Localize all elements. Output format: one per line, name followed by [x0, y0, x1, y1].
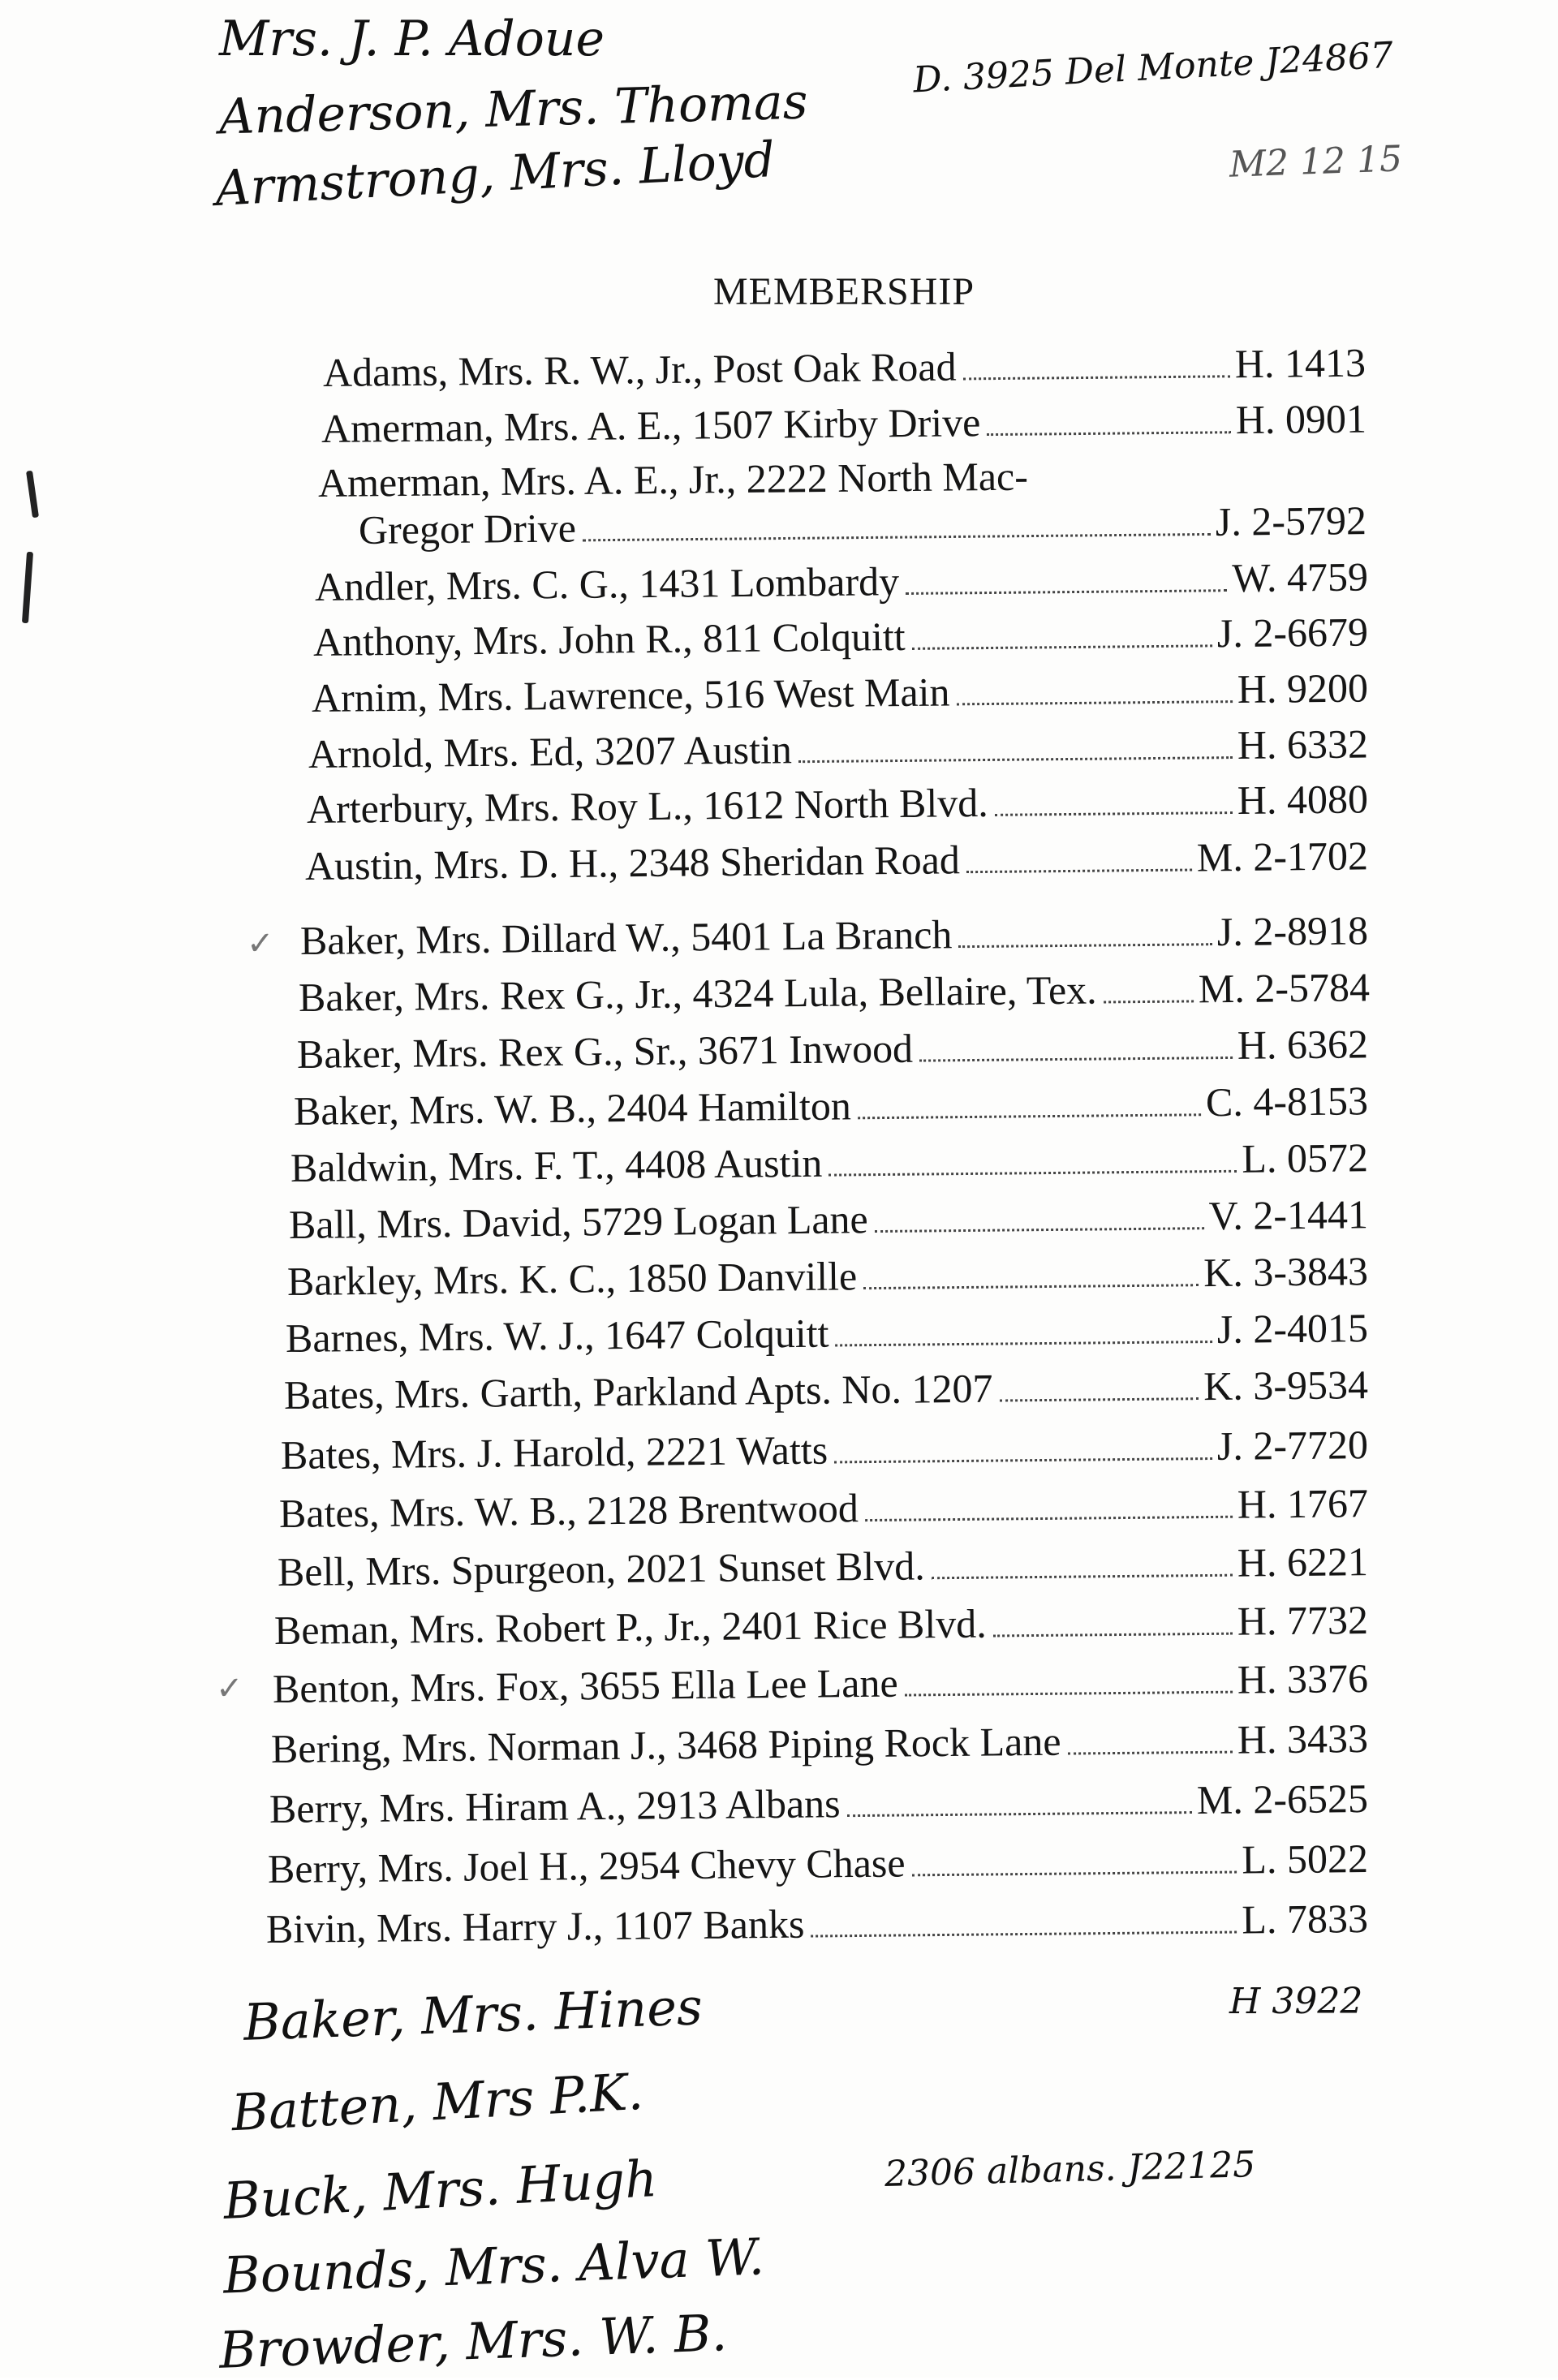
dot-leader: [905, 1691, 1233, 1697]
list-item: [287, 1246, 1369, 1306]
member-phone: H. 7732: [1237, 1597, 1369, 1644]
member-entry: Ball, Mrs. David, 5729 Logan Lane: [288, 1196, 868, 1247]
dot-leader: [863, 1284, 1199, 1289]
member-entry: Anthony, Mrs. John R., 811 Colquitt: [312, 613, 906, 665]
list-item: [291, 1132, 1369, 1193]
member-phone: C. 4-8153: [1205, 1078, 1369, 1125]
list-item: [297, 1018, 1369, 1079]
dot-leader: [919, 1057, 1233, 1062]
list-item: [286, 1302, 1369, 1363]
member-phone: H. 3376: [1237, 1655, 1369, 1702]
list-item: [307, 773, 1369, 834]
dot-leader: [932, 1574, 1233, 1580]
member-entry: Baker, Mrs. Rex G., Sr., 3671 Inwood: [296, 1025, 914, 1077]
dot-leader: [798, 756, 1233, 763]
list-item: [273, 1653, 1369, 1714]
member-phone: J. 2-4015: [1216, 1305, 1369, 1352]
handwritten-note-anderson: Anderson, Mrs. Thomas: [218, 73, 809, 146]
list-item: [313, 607, 1369, 667]
list-item: [312, 663, 1369, 723]
member-phone: J. 2-7720: [1216, 1422, 1369, 1469]
handwritten-note-armstrong-number: M2 12 15: [1229, 138, 1403, 186]
handwritten-note-adoue: Mrs. J. P. Adoue: [219, 11, 605, 67]
member-entry: Bell, Mrs. Spurgeon, 2021 Sunset Blvd.: [277, 1543, 925, 1595]
margin-pen-mark: [26, 471, 39, 519]
list-item: [294, 1075, 1369, 1136]
handwritten-note-baker-phone: H 3922: [1229, 1981, 1363, 2022]
dot-leader: [957, 700, 1233, 705]
dot-leader: [865, 1516, 1233, 1521]
list-item: [269, 1773, 1369, 1834]
member-entry: Bates, Mrs. J. Harold, 2221 Watts: [280, 1427, 828, 1478]
dot-leader: [1068, 1751, 1233, 1755]
handwritten-note-buck-address: 2306 albans. J22125: [884, 2144, 1256, 2195]
member-phone: M. 2-6525: [1196, 1775, 1369, 1823]
dot-leader: [963, 375, 1230, 380]
dot-leader: [1104, 1000, 1194, 1003]
check-mark-icon: ✓: [247, 925, 274, 962]
member-phone: M. 2-1702: [1196, 833, 1369, 880]
list-item: [284, 1359, 1369, 1420]
member-entry: Bates, Mrs. Garth, Parkland Apts. No. 1207: [283, 1365, 993, 1418]
list-item: [268, 1833, 1369, 1894]
member-entry: Gregor Drive: [358, 505, 577, 553]
handwritten-note-baker: Baker, Mrs. Hines: [242, 1977, 704, 2052]
member-entry: Beman, Mrs. Robert P., Jr., 2401 Rice Blvd.: [273, 1600, 987, 1653]
dot-leader: [912, 644, 1212, 650]
margin-pen-mark: [22, 552, 33, 623]
member-entry: Amerman, Mrs. A. E., Jr., 2222 North Mac-: [317, 453, 1029, 506]
member-entry: Barnes, Mrs. W. J., 1647 Colquitt: [285, 1310, 829, 1361]
member-entry: Adams, Mrs. R. W., Jr., Post Oak Road: [322, 343, 957, 395]
member-phone: V. 2-1441: [1208, 1191, 1369, 1239]
check-mark-icon: ✓: [216, 1670, 243, 1707]
member-phone: K. 3-9534: [1203, 1362, 1369, 1409]
member-entry: Arterbury, Mrs. Roy L., 1612 North Blvd.: [306, 779, 988, 832]
member-phone: L. 5022: [1242, 1835, 1369, 1883]
list-item: [279, 1478, 1369, 1539]
member-entry: Baldwin, Mrs. F. T., 4408 Austin: [290, 1139, 823, 1190]
list-item: [300, 905, 1369, 966]
member-entry: Bering, Mrs. Norman J., 3468 Piping Rock Lane: [270, 1718, 1061, 1771]
member-phone: L. 0572: [1242, 1134, 1369, 1181]
list-item: [308, 718, 1369, 779]
member-entry: Berry, Mrs. Joel H., 2954 Chevy Chase: [267, 1840, 906, 1892]
list-item: [289, 1189, 1369, 1250]
dot-leader: [906, 589, 1227, 595]
member-phone: M. 2-5784: [1198, 964, 1371, 1012]
list-item: [274, 1595, 1369, 1655]
member-phone: H. 9200: [1237, 665, 1369, 712]
member-entry: Arnold, Mrs. Ed, 3207 Austin: [308, 726, 793, 777]
handwritten-note-anderson-address: D. 3925 Del Monte J24867: [912, 34, 1395, 101]
page-title: MEMBERSHIP: [712, 270, 975, 313]
list-item: [305, 830, 1369, 891]
member-entry: Amerman, Mrs. A. E., 1507 Kirby Drive: [321, 399, 981, 451]
dot-leader: [583, 533, 1211, 541]
member-phone: L. 7833: [1242, 1895, 1369, 1943]
dot-leader: [993, 1633, 1233, 1638]
member-entry: Baker, Mrs. W. B., 2404 Hamilton: [293, 1082, 852, 1134]
handwritten-note-armstrong: Armstrong, Mrs. Lloyd: [213, 131, 777, 218]
handwritten-note-buck: Buck, Mrs. Hugh: [222, 2149, 659, 2231]
dot-leader: [811, 1931, 1237, 1938]
list-item: [299, 962, 1371, 1022]
member-phone: J. 2-8918: [1216, 907, 1369, 955]
member-entry: Austin, Mrs. D. H., 2348 Sheridan Road: [304, 837, 961, 889]
member-phone: H. 4080: [1237, 776, 1369, 823]
list-item: [266, 1893, 1369, 1954]
member-phone: H. 6332: [1237, 721, 1369, 768]
list-item: [271, 1713, 1369, 1774]
member-phone: H. 1413: [1234, 339, 1366, 387]
dot-leader: [828, 1170, 1237, 1177]
list-item: [321, 394, 1367, 454]
member-phone: K. 3-3843: [1203, 1248, 1369, 1296]
handwritten-note-browder: Browder, Mrs. W. B.: [217, 2303, 729, 2380]
member-entry: Berry, Mrs. Hiram A., 2913 Albans: [269, 1780, 841, 1831]
member-phone: W. 4759: [1232, 553, 1369, 601]
dot-leader: [847, 1811, 1192, 1817]
list-item: [315, 552, 1369, 612]
list-item: [359, 495, 1367, 555]
member-entry: Baker, Mrs. Rex G., Jr., 4324 Lula, Bellaire, Tex.: [298, 966, 1097, 1020]
member-phone: H. 1767: [1237, 1480, 1369, 1527]
member-phone: H. 6221: [1237, 1539, 1369, 1586]
dot-leader: [1000, 1397, 1199, 1401]
dot-leader: [987, 431, 1231, 436]
member-phone: J. 2-6679: [1216, 609, 1369, 656]
member-entry: Andler, Mrs. C. G., 1431 Lombardy: [314, 558, 900, 609]
dot-leader: [912, 1871, 1237, 1877]
list-item: [323, 338, 1366, 398]
member-entry: Barkley, Mrs. K. C., 1850 Danville: [286, 1253, 858, 1304]
member-entry: Bivin, Mrs. Harry J., 1107 Banks: [265, 1900, 805, 1952]
handwritten-note-bounds: Bounds, Mrs. Alva W.: [222, 2227, 765, 2305]
dot-leader: [834, 1457, 1212, 1463]
dot-leader: [875, 1227, 1204, 1233]
handwritten-note-batten: Batten, Mrs P.K.: [230, 2061, 645, 2143]
dot-leader: [959, 943, 1212, 948]
list-item: [278, 1536, 1369, 1597]
member-entry: Baker, Mrs. Dillard W., 5401 La Branch: [299, 911, 953, 963]
member-phone: H. 6362: [1237, 1021, 1369, 1068]
list-item: [281, 1419, 1369, 1480]
dot-leader: [858, 1113, 1201, 1119]
member-phone: H. 3433: [1237, 1715, 1369, 1762]
member-entry: Benton, Mrs. Fox, 3655 Ella Lee Lane: [272, 1659, 898, 1711]
dot-leader: [995, 811, 1233, 816]
member-entry: Arnim, Mrs. Lawrence, 516 West Main: [311, 669, 950, 721]
dot-leader: [836, 1341, 1212, 1346]
member-phone: H. 0901: [1235, 395, 1367, 443]
dot-leader: [966, 869, 1192, 874]
member-entry: Bates, Mrs. W. B., 2128 Brentwood: [278, 1485, 859, 1536]
member-phone: J. 2-5792: [1215, 497, 1367, 544]
